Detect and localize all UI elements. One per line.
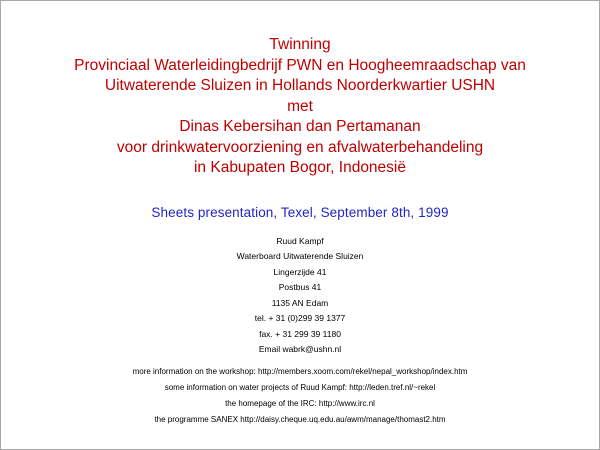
contact-postbox: Postbus 41 [278, 282, 322, 292]
links-block [1, 364, 599, 428]
slide-subtitle: Sheets presentation, Texel, September 8th, 1999 [151, 204, 449, 220]
title-line-7: in Kabupaten Bogor, Indonesië [193, 159, 406, 176]
title-line-5: Dinas Kebersihan dan Pertamanan [179, 118, 421, 135]
contact-block [1, 234, 599, 358]
contact-street: Lingerzijde 41 [273, 266, 327, 277]
contact-fax: fax. + 31 299 39 1180 [259, 328, 341, 339]
contact-organisation: Waterboard Uitwaterende Sluizen [236, 251, 364, 261]
link-irc-homepage[interactable]: the homepage of the IRC: http://www.irc.nl [225, 398, 375, 408]
slide-title [1, 35, 599, 179]
title-line-4: met [287, 97, 313, 115]
title-line-3: Uitwaterende Sluizen in Hollands Noorderkwartier USHN [104, 77, 496, 94]
contact-name: Ruud Kampf [276, 235, 324, 246]
contact-postcode-city: 1135 AN Edam [271, 297, 329, 308]
contact-email: Email wabrk@ushn.nl [258, 344, 342, 354]
contact-telephone: tel. + 31 (0)299 39 1377 [254, 313, 346, 323]
title-line-1: Twinning [269, 36, 331, 53]
title-line-2: Provinciaal Waterleidingbedrijf PWN en Hoogheemraadschap van [74, 56, 526, 74]
slide-content [1, 35, 599, 428]
link-water-projects[interactable]: some information on water projects of Ruud Kampf: http://leden.tref.nl/~rekel [164, 382, 436, 392]
title-line-6: voor drinkwatervoorziening en afvalwaterbehandeling [116, 138, 484, 156]
link-workshop[interactable]: more information on the workshop: http://members.xoom.com/rekel/nepal_workshop/index.htm [132, 366, 468, 376]
link-sanex-programme[interactable]: the programme SANEX http://daisy.cheque.uq.edu.au/awm/manage/thomast2.htm [154, 414, 446, 424]
